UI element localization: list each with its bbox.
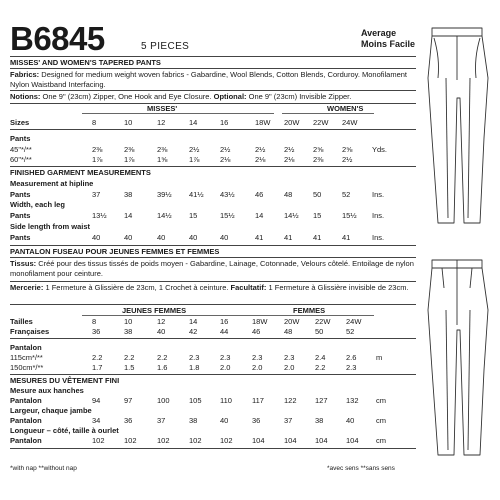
side-row: Pantalon 102 102 102 102 102 104 104 104 104 cm bbox=[10, 436, 386, 445]
yardage-row: 45"*/** 2⅜ 2⅜ 2⅜ 2½ 2½ 2½ 2½ 2⅝ 2⅝ Yds. bbox=[10, 145, 388, 154]
group-underline bbox=[250, 315, 374, 316]
divider bbox=[10, 245, 416, 246]
divider bbox=[10, 257, 416, 258]
footer-note-en: *with nap **without nap bbox=[10, 465, 77, 472]
side-title-fr: Longueur – côté, taille à ourlet bbox=[10, 426, 119, 435]
divider bbox=[10, 56, 416, 57]
group-femmes: FEMMES bbox=[293, 306, 326, 315]
measurements-title: FINISHED GARMENT MEASUREMENTS bbox=[10, 168, 151, 177]
width-title-fr: Largeur, chaque jambe bbox=[10, 406, 92, 415]
divider bbox=[10, 90, 416, 91]
yardage-row: 115cm*/** 2.2 2.2 2.2 2.3 2.3 2.3 2.3 2.4 2.6 m bbox=[10, 353, 383, 362]
difficulty-fr: Moins Facile bbox=[361, 39, 416, 49]
divider bbox=[10, 304, 416, 305]
mercerie-text: Mercerie: 1 Fermeture à Glissière de 23cm, 1 Crochet à ceinture. Facultatif: 1 Fermeture à Glissière invisible de 23cm. bbox=[10, 283, 409, 292]
width-title: Width, each leg bbox=[10, 200, 65, 209]
yardage-row: 60"*/** 1⅞ 1⅞ 1⅝ 1⅞ 2⅛ 2⅛ 2⅛ 2⅜ 2½ bbox=[10, 155, 353, 164]
fabrics-text: Fabrics: Designed for medium weight woven fabrics - Gabardine, Wool Blends, Cotton Blends, Corduroy. Monofilament Nylon Waistband Interfacing. bbox=[10, 70, 408, 89]
tissus-text: Tissus: Créé pour des tissus tissés de poids moyen - Gabardine, Lainage, Cotonnade, Velours côtelé. Entoilage de nylon monofilament pour ceinture. bbox=[10, 259, 414, 278]
hip-title: Measurement at hipline bbox=[10, 179, 94, 188]
pants-label: Pants bbox=[10, 134, 31, 143]
francaises-row: Françaises 36 38 40 42 44 46 48 50 52 bbox=[10, 327, 355, 336]
english-title: MISSES' AND WOMEN'S TAPERED PANTS bbox=[10, 58, 161, 67]
tailles-row: Tailles 8 10 12 14 16 18W 20W 22W 24W bbox=[10, 317, 362, 326]
divider bbox=[10, 166, 416, 167]
hip-title-fr: Mesure aux hanches bbox=[10, 386, 84, 395]
divider bbox=[10, 374, 416, 375]
divider bbox=[10, 448, 416, 449]
notions-text: Notions: One 9" (23cm) Zipper, One Hook and Eye Closure. Optional: One 9" (23cm) Invisible Zipper. bbox=[10, 92, 352, 101]
pants-back-drawing bbox=[420, 250, 498, 478]
group-jeunes: JEUNES FEMMES bbox=[122, 306, 187, 315]
side-row: Pants 40 40 40 40 40 41 41 41 41 Ins. bbox=[10, 233, 385, 242]
group-womens: WOMEN'S bbox=[327, 104, 364, 113]
divider bbox=[10, 338, 416, 339]
group-misses: MISSES' bbox=[147, 104, 178, 113]
divider bbox=[10, 281, 416, 282]
group-underline bbox=[82, 113, 274, 114]
footer-note-fr: *avec sens **sans sens bbox=[327, 465, 395, 472]
group-underline bbox=[282, 113, 374, 114]
group-underline bbox=[82, 315, 274, 316]
pantalon-label: Pantalon bbox=[10, 343, 42, 352]
french-title: PANTALON FUSEAU POUR JEUNES FEMMES ET FEMMES bbox=[10, 247, 220, 256]
width-row: Pantalon 34 36 37 38 40 36 37 38 40 cm bbox=[10, 416, 386, 425]
hip-row: Pants 37 38 39½ 41½ 43½ 46 48 50 52 Ins. bbox=[10, 190, 385, 199]
pants-front-drawing bbox=[420, 18, 498, 246]
divider bbox=[10, 129, 416, 130]
hip-row: Pantalon 94 97 100 105 110 117 122 127 132 cm bbox=[10, 396, 386, 405]
difficulty-en: Average bbox=[361, 28, 397, 38]
difficulty-label bbox=[361, 28, 415, 50]
divider bbox=[10, 68, 416, 69]
sizes-row: Sizes 8 10 12 14 16 18W 20W 22W 24W bbox=[10, 118, 358, 127]
pattern-code: B6845 bbox=[10, 20, 105, 57]
pieces-count: 5 PIECES bbox=[141, 41, 190, 52]
mesures-title: MESURES DU VÊTEMENT FINI bbox=[10, 376, 120, 385]
width-row: Pants 13½ 14 14½ 15 15½ 14 14½ 15 15½ Ins. bbox=[10, 211, 385, 220]
side-title: Side length from waist bbox=[10, 222, 91, 231]
yardage-row: 150cm*/** 1.7 1.5 1.6 1.8 2.0 2.0 2.0 2.2 2.3 bbox=[10, 363, 357, 372]
